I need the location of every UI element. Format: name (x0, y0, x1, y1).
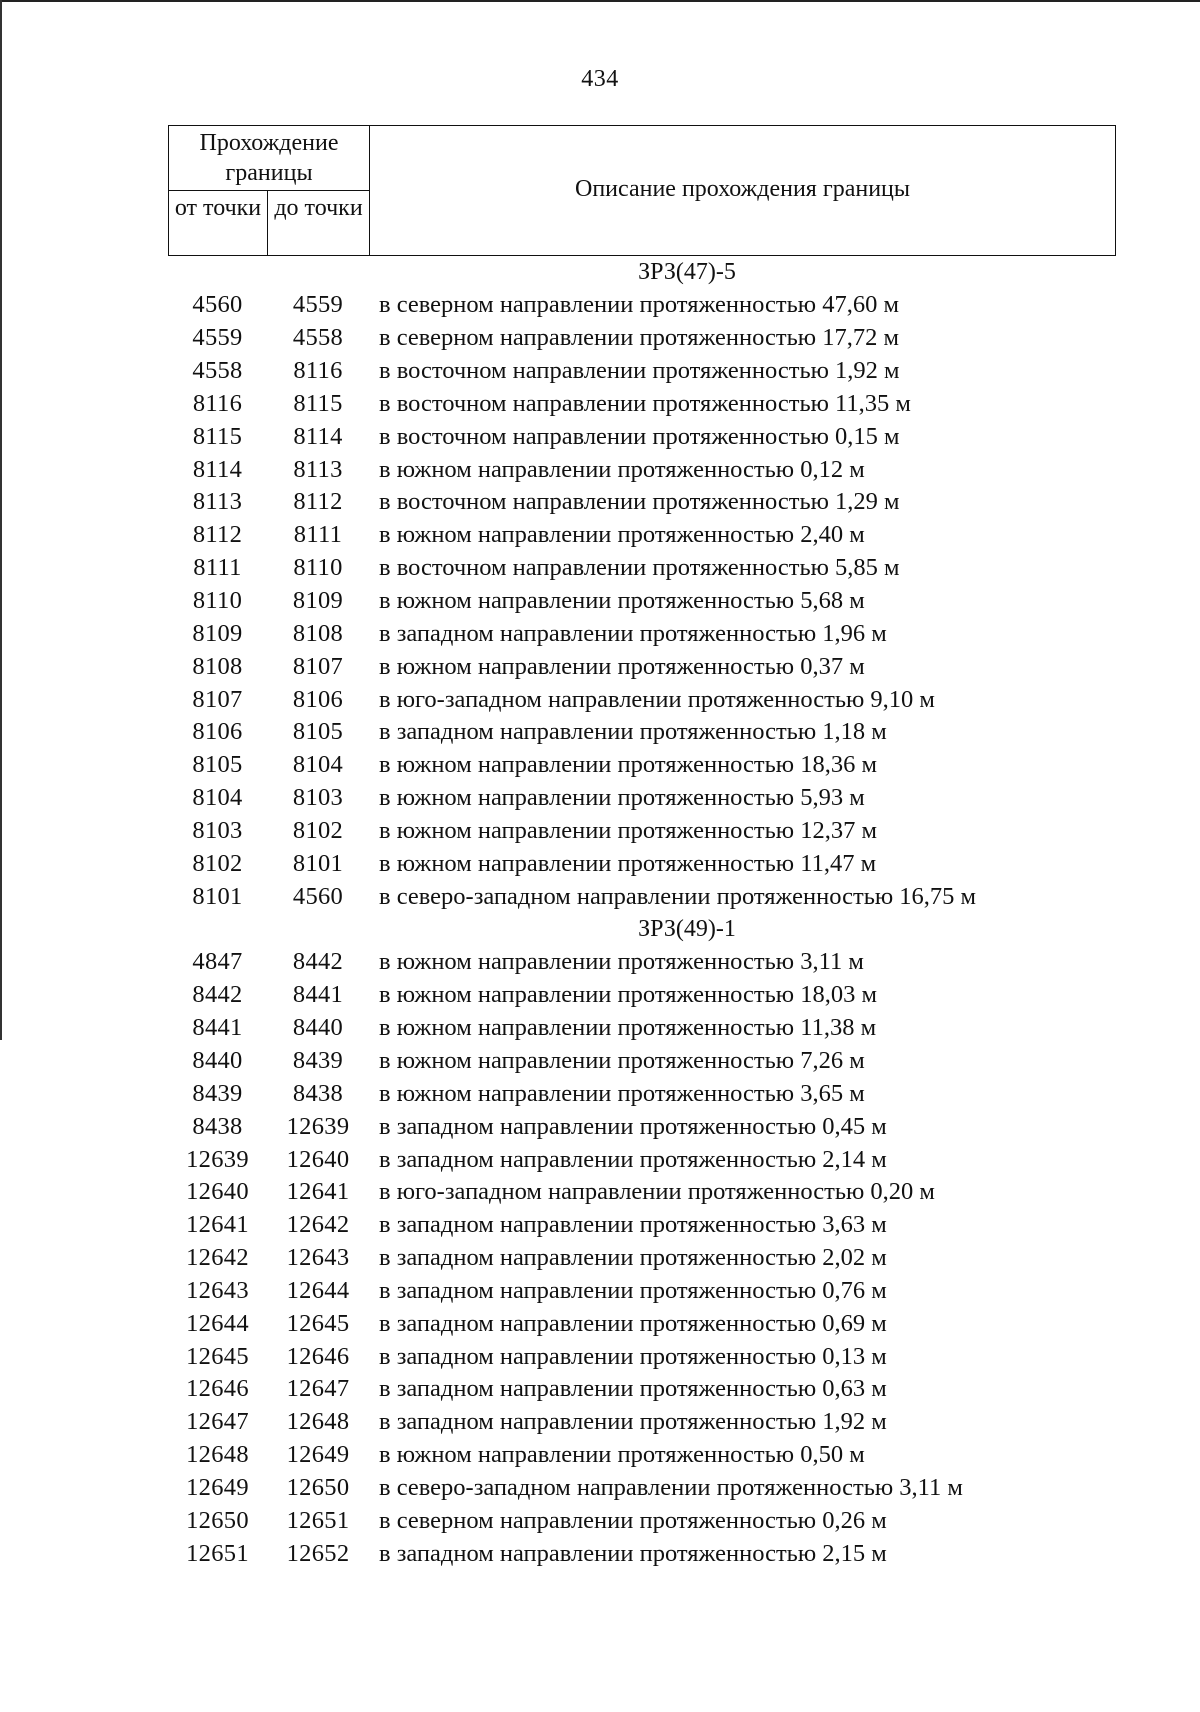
header-description: Описание прохождения границы (574, 175, 910, 202)
to-point: 12641 (286, 1178, 350, 1206)
from-point: 8107 (192, 685, 243, 713)
table-row (168, 1373, 1116, 1406)
to-point: 8105 (292, 718, 344, 746)
table-row (168, 1143, 1116, 1176)
from-point: 8441 (192, 1014, 243, 1042)
boundary-description: в восточном направлении протяженностью 11,35 м (379, 389, 911, 417)
to-point: 8103 (292, 784, 344, 812)
from-point: 8440 (192, 1046, 243, 1074)
boundary-description: в южном направлении протяженностью 0,37 м (379, 652, 865, 680)
to-point: 8102 (292, 816, 344, 844)
to-point: 12650 (286, 1473, 350, 1501)
table-row (168, 519, 1116, 552)
from-point: 8108 (192, 652, 243, 680)
boundary-description: в юго-западном направлении протяженностью 9,10 м (379, 685, 935, 713)
table-row (168, 1012, 1116, 1045)
boundary-description: в восточном направлении протяженностью 5,85 м (379, 554, 900, 582)
to-point: 12647 (286, 1375, 350, 1403)
from-point: 12649 (186, 1473, 249, 1501)
section-title: ЗРЗ(47)-5 (638, 259, 736, 285)
to-point: 4560 (292, 882, 344, 910)
table-row (168, 1045, 1116, 1078)
from-point: 12643 (186, 1276, 249, 1304)
from-point: 4558 (192, 357, 243, 385)
table-row (168, 1439, 1116, 1472)
table-row (168, 880, 1116, 913)
to-point: 8104 (292, 751, 344, 779)
to-point: 8442 (292, 948, 344, 976)
table-row (168, 1110, 1116, 1143)
from-point: 8113 (192, 488, 243, 516)
from-point: 8439 (192, 1079, 243, 1107)
table-row (168, 1176, 1116, 1209)
from-point: 8105 (192, 751, 243, 779)
boundary-description: в южном направлении протяженностью 5,93 м (379, 784, 865, 812)
boundary-description: в западном направлении протяженностью 1,96 м (379, 619, 887, 647)
table-row (168, 1406, 1116, 1439)
from-point: 8442 (192, 981, 243, 1009)
boundary-description: в северо-западном направлении протяженностью 16,75 м (379, 882, 977, 910)
boundary-description: в западном направлении протяженностью 0,76 м (379, 1276, 887, 1304)
boundary-description: в северо-западном направлении протяженностью 3,11 м (379, 1473, 963, 1501)
table-header (168, 125, 1116, 256)
table-row (168, 1242, 1116, 1275)
table-row (168, 420, 1116, 453)
table-row (168, 749, 1116, 782)
table-row (168, 585, 1116, 618)
to-point: 8113 (293, 455, 343, 483)
boundary-description: в западном направлении протяженностью 2,14 м (379, 1145, 887, 1173)
boundary-description: в южном направлении протяженностью 3,65 м (379, 1079, 865, 1107)
boundary-description: в западном направлении протяженностью 2,02 м (379, 1244, 887, 1272)
to-point: 8109 (292, 587, 344, 615)
boundary-description: в южном направлении протяженностью 18,03 м (379, 981, 877, 1009)
boundary-description: в юго-западном направлении протяженностью 0,20 м (379, 1178, 935, 1206)
from-point: 4560 (192, 291, 243, 319)
table-row (168, 388, 1116, 421)
boundary-description: в южном направлении протяженностью 2,40 м (379, 521, 865, 549)
to-point: 8439 (292, 1046, 344, 1074)
table-row (168, 486, 1116, 519)
boundary-description: в западном направлении протяженностью 1,18 м (379, 718, 887, 746)
from-point: 8114 (192, 455, 243, 483)
to-point: 8112 (293, 488, 343, 516)
table-row (168, 453, 1116, 486)
boundary-description: в западном направлении протяженностью 2,15 м (379, 1539, 887, 1567)
to-point: 12645 (286, 1309, 350, 1337)
boundary-description: в северном направлении протяженностью 17,72 м (379, 324, 899, 352)
to-point: 12648 (286, 1408, 350, 1436)
to-point: 8108 (292, 619, 344, 647)
to-point: 4559 (292, 291, 344, 319)
from-point: 12639 (186, 1145, 249, 1173)
to-point: 8106 (292, 685, 344, 713)
to-point: 12643 (286, 1244, 350, 1272)
page-number: 434 (581, 66, 619, 92)
to-point: 4558 (292, 324, 344, 352)
from-point: 8116 (192, 389, 243, 417)
table-row (168, 650, 1116, 683)
from-point: 8106 (192, 718, 243, 746)
table-row (168, 946, 1116, 979)
boundary-description: в южном направлении протяженностью 11,38 м (379, 1014, 877, 1042)
from-point: 12650 (186, 1506, 249, 1534)
table-row (168, 847, 1116, 880)
header-to-point: до точки (268, 191, 370, 255)
boundary-description: в западном направлении протяженностью 1,92 м (379, 1408, 887, 1436)
from-point: 12645 (186, 1342, 249, 1370)
section-title: ЗРЗ(49)-1 (638, 916, 736, 943)
boundary-description: в северном направлении протяженностью 47,60 м (379, 291, 899, 319)
table-row (168, 1307, 1116, 1340)
from-point: 4847 (192, 948, 243, 976)
table-row (168, 716, 1116, 749)
table-row (168, 1537, 1116, 1570)
boundary-description: в южном направлении протяженностью 3,11 м (379, 948, 864, 976)
to-point: 12652 (286, 1539, 350, 1567)
to-point: 8440 (292, 1014, 344, 1042)
to-point: 8107 (292, 652, 344, 680)
page-left-edge (0, 0, 2, 1040)
boundary-description: в южном направлении протяженностью 7,26 м (379, 1046, 865, 1074)
table-row (168, 683, 1116, 716)
boundary-description: в восточном направлении протяженностью 1,92 м (379, 357, 900, 385)
from-point: 12646 (186, 1375, 249, 1403)
to-point: 12639 (286, 1112, 350, 1140)
from-point: 12648 (186, 1441, 249, 1469)
to-point: 12646 (286, 1342, 350, 1370)
page-top-edge (0, 0, 1200, 2)
to-point: 8438 (292, 1079, 344, 1107)
table-row (168, 355, 1116, 388)
from-point: 8109 (192, 619, 243, 647)
boundary-description: в южном направлении протяженностью 5,68 м (379, 587, 865, 615)
boundary-description: в западном направлении протяженностью 0,45 м (379, 1112, 887, 1140)
to-point: 12640 (286, 1145, 350, 1173)
from-point: 12647 (186, 1408, 249, 1436)
boundary-description: в восточном направлении протяженностью 0,15 м (379, 422, 900, 450)
from-point: 4559 (192, 324, 243, 352)
to-point: 8116 (293, 357, 343, 385)
from-point: 12641 (186, 1211, 249, 1239)
from-point: 12642 (186, 1244, 249, 1272)
to-point: 8111 (293, 521, 343, 549)
from-point: 8103 (192, 816, 243, 844)
header-passage: Прохождение границы (169, 126, 370, 191)
from-point: 12640 (186, 1178, 249, 1206)
from-point: 8110 (192, 587, 243, 615)
table-row (168, 1209, 1116, 1242)
boundary-description: в западном направлении протяженностью 0,69 м (379, 1309, 887, 1337)
from-point: 12651 (186, 1539, 249, 1567)
from-point: 8438 (192, 1112, 243, 1140)
to-point: 12651 (286, 1506, 350, 1534)
table-row (168, 1504, 1116, 1537)
from-point: 8102 (192, 849, 243, 877)
to-point: 8110 (293, 554, 343, 582)
to-point: 8101 (292, 849, 344, 877)
header-from-point: от точки (169, 191, 268, 255)
boundary-description: в южном направлении протяженностью 18,36 м (379, 751, 877, 779)
to-point: 12644 (286, 1276, 350, 1304)
to-point: 8114 (293, 422, 343, 450)
table-row (168, 1077, 1116, 1110)
boundary-description: в северном направлении протяженностью 0,26 м (379, 1506, 887, 1534)
boundary-description: в южном направлении протяженностью 0,50 м (379, 1441, 865, 1469)
table-row (168, 782, 1116, 815)
boundary-description: в южном направлении протяженностью 11,47 м (379, 849, 877, 877)
boundary-description: в южном направлении протяженностью 12,37 м (379, 816, 877, 844)
table-row (168, 815, 1116, 848)
table-body (168, 256, 1116, 1570)
to-point: 8115 (293, 389, 343, 417)
boundary-description: в западном направлении протяженностью 3,63 м (379, 1211, 887, 1239)
table-row (168, 1274, 1116, 1307)
table-row (168, 979, 1116, 1012)
from-point: 8115 (192, 422, 243, 450)
to-point: 12642 (286, 1211, 350, 1239)
from-point: 12644 (186, 1309, 249, 1337)
from-point: 8101 (192, 882, 243, 910)
boundary-description: в южном направлении протяженностью 0,12 м (379, 455, 865, 483)
to-point: 8441 (292, 981, 344, 1009)
table-row (168, 322, 1116, 355)
from-point: 8111 (193, 554, 242, 582)
boundary-description: в западном направлении протяженностью 0,13 м (379, 1342, 887, 1370)
boundary-description: в восточном направлении протяженностью 1,29 м (379, 488, 900, 516)
table-row (168, 617, 1116, 650)
table-row (168, 1472, 1116, 1505)
boundary-description: в западном направлении протяженностью 0,63 м (379, 1375, 887, 1403)
from-point: 8104 (192, 784, 243, 812)
to-point: 12649 (286, 1441, 350, 1469)
table-row (168, 289, 1116, 322)
table-row (168, 1340, 1116, 1373)
table-row (168, 552, 1116, 585)
from-point: 8112 (192, 521, 243, 549)
